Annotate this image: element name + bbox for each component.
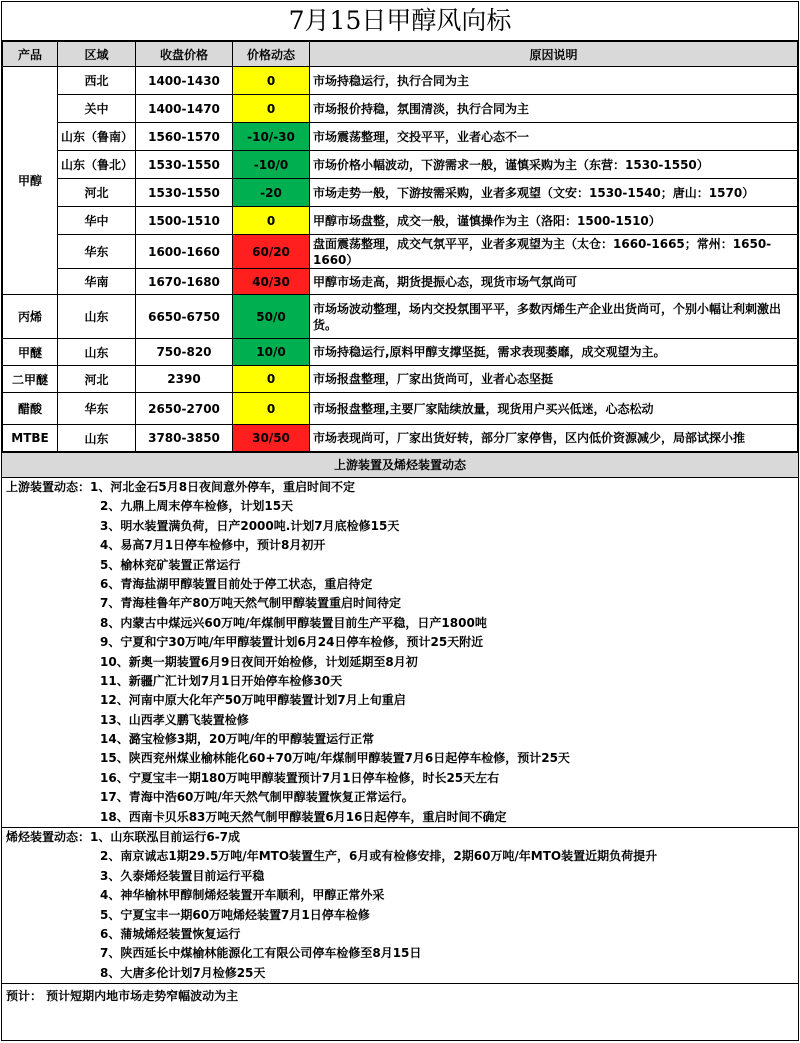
upstream-item: 14、潞宝检修3期，20万吨/年的甲醇装置运行正常 <box>100 732 375 747</box>
reason-cell: 市场震荡整理，交投平平，业者心态不一 <box>310 123 798 151</box>
upstream-item: 11、新疆广汇计划7月1日开始停车检修30天 <box>100 673 343 688</box>
olefin-list <box>2 827 798 983</box>
product-cell: 二甲醚 <box>3 366 58 393</box>
upstream-item: 上游装置动态：1、河北金石5月8日夜间意外停车，重启时间不定 <box>6 480 356 494</box>
change-cell: -10/-30 <box>233 123 310 151</box>
table-row <box>3 95 798 123</box>
change-cell: 10/0 <box>233 339 310 366</box>
price-cell: 2650-2700 <box>136 393 233 425</box>
header-region: 区域 <box>58 42 136 67</box>
table-row <box>3 179 798 207</box>
upstream-item: 3、明水装置满负荷，日产2000吨.计划7月底检修15天 <box>100 518 400 533</box>
forecast-text: 预计： 预计短期内地市场走势窄幅波动为主 <box>2 983 798 1008</box>
upstream-item: 12、河南中原大化年产50万吨甲醇装置计划7月上旬重启 <box>100 693 406 708</box>
reason-cell: 甲醇市场走高，期货提振心态，现货市场气氛尚可 <box>310 269 798 295</box>
upstream-item: 9、宁夏和宁30万吨/年甲醇装置计划6月24日停车检修，预计25天附近 <box>100 635 484 650</box>
upstream-item: 17、青海中浩60万吨/年天然气制甲醇装置恢复正常运行。 <box>100 790 414 805</box>
region-cell: 关中 <box>58 95 136 123</box>
table-row <box>3 67 798 95</box>
report-sheet <box>1 1 799 1041</box>
reason-cell: 市场报价持稳，氛围清淡，执行合同为主 <box>310 95 798 123</box>
change-cell: 50/0 <box>233 295 310 339</box>
table-row <box>3 123 798 151</box>
price-cell: 1400-1430 <box>136 67 233 95</box>
upstream-item: 4、易高7月1日停车检修中，预计8月初开 <box>100 538 326 553</box>
upstream-item: 10、新奥一期装置6月9日夜间开始检修，计划延期至8月初 <box>100 654 418 669</box>
price-cell: 750-820 <box>136 339 233 366</box>
region-cell: 华东 <box>58 235 136 269</box>
change-cell: 0 <box>233 393 310 425</box>
olefin-item: 4、神华榆林甲醇制烯烃装置开车顺利，甲醇正常外采 <box>100 888 385 903</box>
table-header-row <box>3 42 798 67</box>
change-cell: 0 <box>233 95 310 123</box>
reason-cell: 盘面震荡整理，成交气氛平平，业者多观望为主（太仓：1660-1665；常州：1650-1660） <box>310 235 798 269</box>
section-title: 上游装置及烯烃装置动态 <box>2 452 798 478</box>
table-body <box>3 67 798 452</box>
region-cell: 华东 <box>58 393 136 425</box>
reason-cell: 甲醇市场盘整，成交一般，谨慎操作为主（洛阳：1500-1510） <box>310 207 798 235</box>
change-cell: 0 <box>233 67 310 95</box>
change-cell: 30/50 <box>233 425 310 452</box>
upstream-item: 5、榆林兖矿装置正常运行 <box>100 557 241 572</box>
region-cell: 山东 <box>58 425 136 452</box>
upstream-item: 16、宁夏宝丰一期180万吨甲醇装置预计7月1日停车检修，时长25天左右 <box>100 770 500 785</box>
price-cell: 1530-1550 <box>136 179 233 207</box>
price-table <box>2 41 798 452</box>
price-cell: 3780-3850 <box>136 425 233 452</box>
price-cell: 1500-1510 <box>136 207 233 235</box>
olefin-item: 5、宁夏宝丰一期60万吨烯烃装置7月1日停车检修 <box>100 907 370 922</box>
header-change: 价格动态 <box>233 42 310 67</box>
reason-cell: 市场表现尚可，厂家出货好转，部分厂家停售，区内低价资源减少，局部试探小推 <box>310 425 798 452</box>
upstream-item: 2、九鼎上周末停车检修，计划15天 <box>100 499 294 514</box>
table-row <box>3 151 798 179</box>
table-row <box>3 393 798 425</box>
region-cell: 河北 <box>58 366 136 393</box>
reason-cell: 市场场波动整理，场内交投氛围平平，多数丙烯生产企业出货尚可，个别小幅让利刺激出货。 <box>310 295 798 339</box>
olefin-item: 6、蒲城烯烃装置恢复运行 <box>100 926 241 941</box>
table-row <box>3 235 798 269</box>
region-cell: 河北 <box>58 179 136 207</box>
upstream-item: 7、青海桂鲁年产80万吨天然气制甲醇装置重启时间待定 <box>100 596 402 611</box>
price-cell: 6650-6750 <box>136 295 233 339</box>
table-row <box>3 339 798 366</box>
product-cell: 丙烯 <box>3 295 58 339</box>
region-cell: 西北 <box>58 67 136 95</box>
price-cell: 1560-1570 <box>136 123 233 151</box>
price-cell: 1670-1680 <box>136 269 233 295</box>
olefin-item: 8、大唐多伦计划7月检修25天 <box>100 965 266 980</box>
upstream-list <box>2 478 798 827</box>
olefin-item: 7、陕西延长中煤榆林能源化工有限公司停车检修至8月15日 <box>100 946 422 961</box>
page-title: 7月15日甲醇风向标 <box>2 2 798 41</box>
header-reason: 原因说明 <box>310 42 798 67</box>
olefin-item: 2、南京诚志1期29.5万吨/年MTO装置生产，6月或有检修安排，2期60万吨/年MTO装置近期负荷提升 <box>100 849 658 864</box>
upstream-item: 18、西南卡贝乐83万吨天然气制甲醇装置6月16日起停车，重启时间不确定 <box>100 809 507 824</box>
price-cell: 1600-1660 <box>136 235 233 269</box>
table-row <box>3 295 798 339</box>
product-cell: 醋酸 <box>3 393 58 425</box>
table-row <box>3 425 798 452</box>
region-cell: 山东 <box>58 339 136 366</box>
change-cell: 0 <box>233 366 310 393</box>
table-row <box>3 269 798 295</box>
olefin-item: 烯烃装置动态：1、山东联泓目前运行6-7成 <box>6 830 241 845</box>
region-cell: 华中 <box>58 207 136 235</box>
change-cell: 40/30 <box>233 269 310 295</box>
change-cell: 60/20 <box>233 235 310 269</box>
price-cell: 1400-1470 <box>136 95 233 123</box>
table-row <box>3 366 798 393</box>
upstream-item: 15、陕西兖州煤业榆林能化60+70万吨/年煤制甲醇装置7月6日起停车检修，预计25天 <box>100 751 570 766</box>
header-product: 产品 <box>3 42 58 67</box>
product-cell: 甲醇 <box>3 67 58 295</box>
product-cell: MTBE <box>3 425 58 452</box>
reason-cell: 市场价格小幅波动，下游需求一般，谨慎采购为主（东营：1530-1550） <box>310 151 798 179</box>
reason-cell: 市场报盘整理,主要厂家陆续放量，现货用户买兴低迷，心态松动 <box>310 393 798 425</box>
price-cell: 1530-1550 <box>136 151 233 179</box>
reason-cell: 市场报盘整理，厂家出货尚可，业者心态坚挺 <box>310 366 798 393</box>
olefin-item: 3、久泰烯烃装置目前运行平稳 <box>100 868 265 883</box>
change-cell: -10/0 <box>233 151 310 179</box>
header-price: 收盘价格 <box>136 42 233 67</box>
change-cell: 0 <box>233 207 310 235</box>
upstream-item: 8、内蒙古中煤远兴60万吨/年煤制甲醇装置目前生产平稳，日产1800吨 <box>100 615 487 630</box>
region-cell: 山东（鲁北） <box>58 151 136 179</box>
change-cell: -20 <box>233 179 310 207</box>
product-cell: 甲醚 <box>3 339 58 366</box>
region-cell: 华南 <box>58 269 136 295</box>
upstream-item: 6、青海盐湖甲醇装置目前处于停工状态，重启待定 <box>100 576 373 591</box>
region-cell: 山东（鲁南） <box>58 123 136 151</box>
table-row <box>3 207 798 235</box>
upstream-item: 13、山西孝义鹏飞装置检修 <box>100 712 249 727</box>
reason-cell: 市场走势一般，下游按需采购，业者多观望（文安：1530-1540；唐山：1570） <box>310 179 798 207</box>
region-cell: 山东 <box>58 295 136 339</box>
reason-cell: 市场持稳运行,原料甲醇支撑坚挺，需求表现萎靡，成交观望为主。 <box>310 339 798 366</box>
price-cell: 2390 <box>136 366 233 393</box>
reason-cell: 市场持稳运行，执行合同为主 <box>310 67 798 95</box>
